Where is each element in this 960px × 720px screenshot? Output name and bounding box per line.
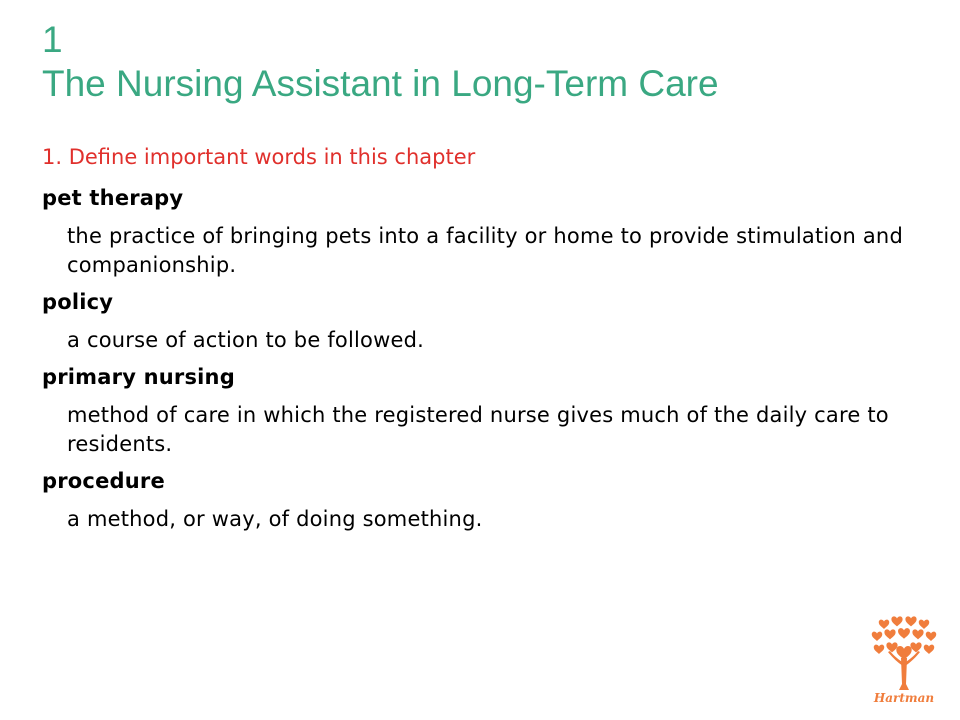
definition-policy: a course of action to be followed. (67, 328, 424, 352)
vocabulary-list (42, 183, 932, 541)
objective-heading: 1. Define important words in this chapter (42, 145, 476, 169)
term-procedure: procedure (42, 469, 165, 493)
heart-tree-icon (870, 614, 938, 706)
term-policy: policy (42, 290, 114, 314)
chapter-number: 1 (42, 19, 63, 60)
definition-primary-nursing: method of care in which the registered nurse gives much of the daily care to residents. (67, 403, 889, 456)
definition-procedure: a method, or way, of doing something. (67, 507, 483, 531)
hartman-logo (870, 614, 938, 706)
logo-text: Hartman (873, 691, 935, 705)
term-pet-therapy: pet therapy (42, 186, 184, 210)
term-primary-nursing: primary nursing (42, 365, 235, 389)
definition-pet-therapy: the practice of bringing pets into a facility or home to provide stimulation and companionship. (67, 224, 903, 277)
chapter-title: The Nursing Assistant in Long-Term Care (42, 63, 719, 104)
slide-title (42, 18, 719, 106)
